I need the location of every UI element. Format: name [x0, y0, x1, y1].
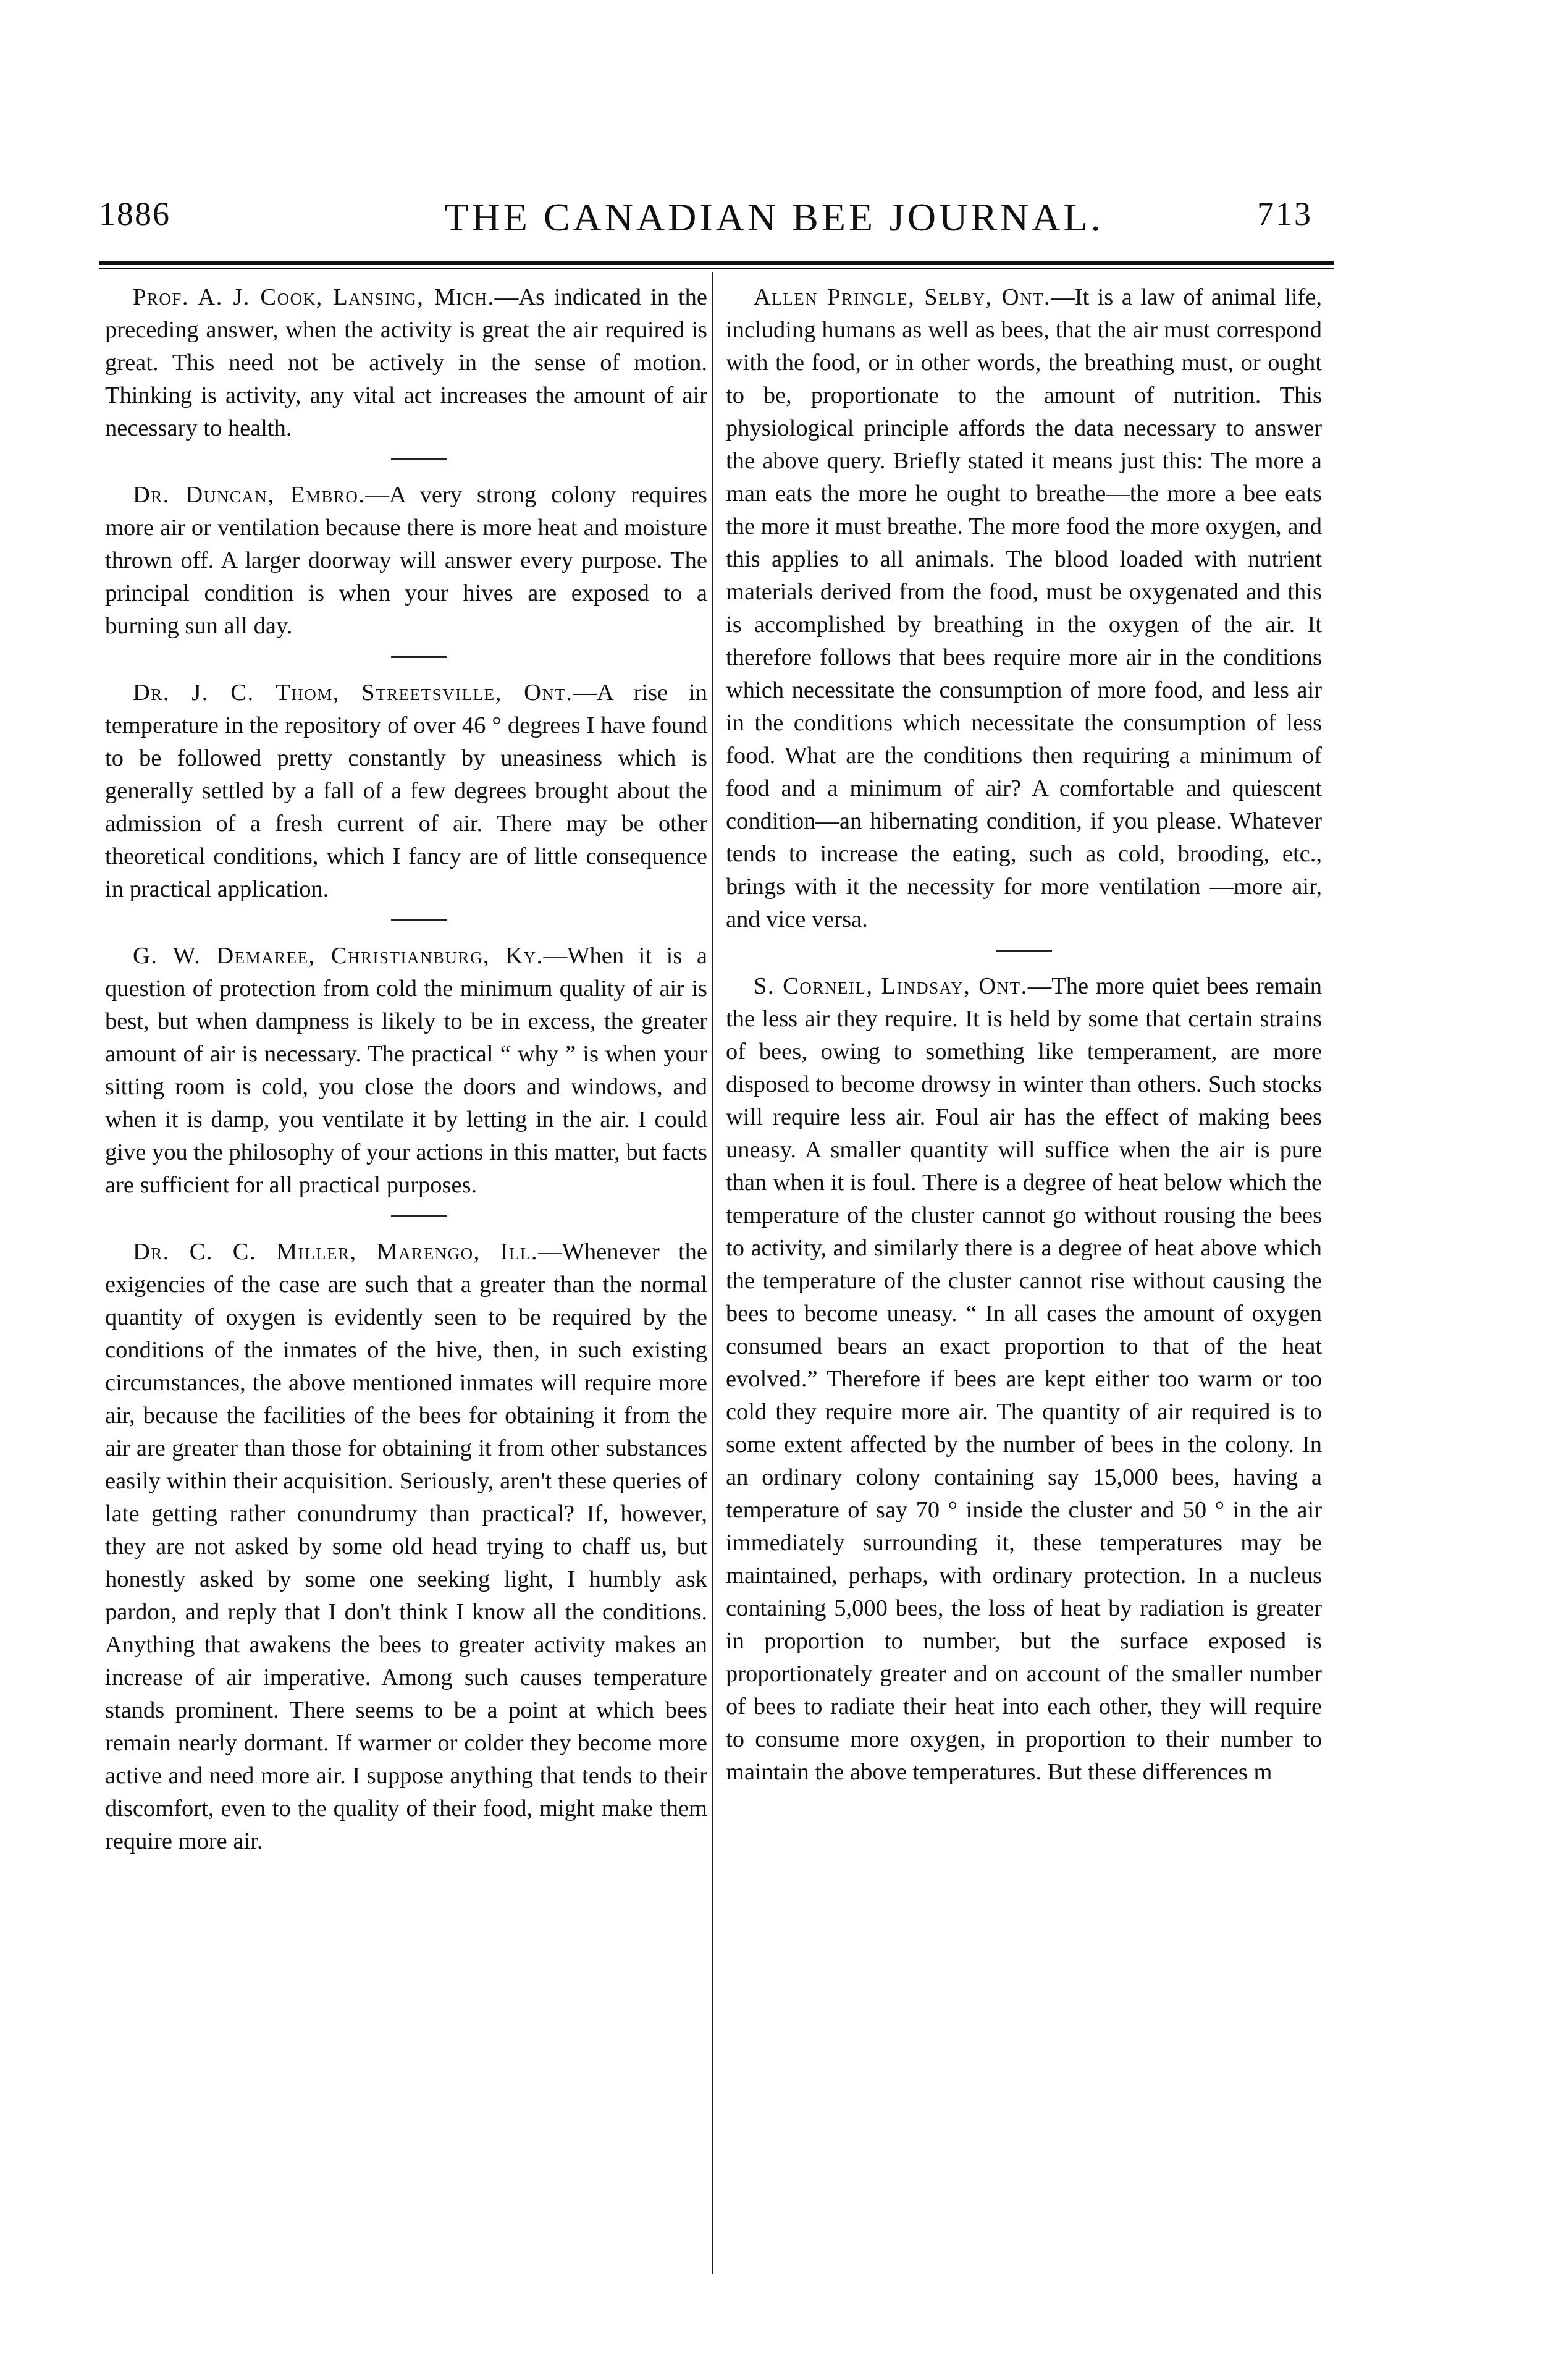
journal-title: THE CANADIAN BEE JOURNAL.	[444, 195, 1104, 239]
reply-signature: Dr. J. C. Thom, Streetsville, Ont.	[133, 680, 573, 706]
reply-pringle	[726, 281, 1322, 936]
reply-text: —The more quiet bees remain the less air they require. It is held by some that certain strains of bees, owing to something like temperament, are more disposed to become drowsy in winter than others. Such stocks will require less air. Foul air has the effect of making bees uneasy. A smaller quantity will suffice when the air is pure than when it is foul. There is a degree of heat below which the temperature of the cluster cannot go without rousing the bees to activity, and similarly there is a degree of heat above which the temperature of the cluster cannot rise without causing the bees to become uneasy. “ In all cases the amount of oxygen consumed bears an exact proportion to that of the heat evolved.” Therefore if bees are kept either too warm or too cold they require more air. The quantity of air required is to some extent affected by the number of bees in the colony. In an ordinary colony containing say 15,000 bees, having a temperature of say 70 ° inside the cluster and 50 ° in the air immediately surrounding it, these temperatures may be maintained, perhaps, with ordinary protection. In a nucleus containing 5,000 bees, the loss of heat by radiation is greater in proportion to number, but the surface exposed is proportionately greater and on account of the smaller number of bees to radiate their heat into each other, they will require to consume more oxygen, in proportion to their number to maintain the above temperatures. But these differences m	[726, 973, 1322, 1785]
header-year: 1886	[99, 195, 170, 232]
reply-miller	[105, 1236, 707, 1858]
reply-text: —It is a law of animal life, including humans as well as bees, that the air must correspond with the food, or in other words, the breathing must, or ought to be, proportionate to the amount of nutrition. This physiological principle affords the data necessary to answer the above query. Briefly stated it means just this: The more a man eats the more he ought to breathe—the more a bee eats the more it must breathe. The more food the more oxygen, and this applies to all animals. The blood loaded with nutrient materials derived from the food, must be oxygenated and this is accomplished by breathing in the oxygen of the air. It therefore follows that bees require more air in the conditions which necessitate the consumption of more food, and less air in the conditions which necessitate the consumption of less food. What are the conditions then requiring a minimum of food and a minimum of air? A comfortable and quiescent condition—an hibernating condition, if you please. Whatever tends to increase the eating, such as cold, brooding, etc., brings with it the necessity for more ventilation —more air, and vice versa.	[726, 284, 1323, 932]
reply-signature: Allen Pringle, Selby, Ont.	[754, 284, 1051, 310]
header-rule-thin	[99, 268, 1334, 269]
reply-signature: Prof. A. J. Cook, Lansing, Mich.	[133, 284, 495, 310]
reply-text: —A very strong colony requires more air or ventilation because there is more heat and moisture thrown off. A larger doorway will answer every purpose. The principal condition is when your hives are exposed to a burning sun all day.	[105, 482, 707, 639]
page-number: 713	[1257, 195, 1313, 232]
separator-rule	[391, 919, 447, 921]
separator-rule	[391, 1215, 447, 1217]
reply-signature: G. W. Demaree, Christianburg, Ky.	[133, 943, 544, 969]
reply-text: —As indicated in the preceding answer, when the activity is great the air required is great. This need not be actively in the sense of motion. Thinking is activity, any vital act increases the amount of air necessary to health.	[105, 284, 708, 441]
reply-demaree	[105, 940, 707, 1202]
reply-cook	[105, 281, 707, 445]
header-rule	[99, 261, 1334, 265]
reply-signature: Dr. C. C. Miller, Marengo, Ill.	[133, 1239, 539, 1265]
reply-thom	[105, 677, 707, 906]
reply-text: —When it is a question of protection from cold the minimum quality of air is best, but when dampness is likely to be in excess, the greater amount of air is necessary. The practical “ why ” is when your sitting room is cold, you close the doors and windows, and when it is damp, you ventilate it by letting in the air. I could give you the philosophy of your actions in this matter, but facts are sufficient for all practical purposes.	[105, 943, 707, 1198]
separator-rule	[391, 458, 447, 460]
reply-text: —A rise in temperature in the repository of over 46 ° degrees I have found to be followed pretty constantly by uneasiness which is generally settled by a fall of a few degrees brought about the admission of a fresh current of air. There may be other theoretical conditions, which I fancy are of little consequence in practical application.	[105, 680, 707, 902]
reply-signature: Dr. Duncan, Embro.	[133, 482, 366, 508]
reply-corneil	[726, 970, 1322, 1789]
reply-duncan	[105, 479, 707, 643]
separator-rule	[996, 950, 1052, 952]
right-column	[726, 281, 1322, 1789]
left-column	[105, 281, 707, 1858]
reply-text: —Whenever the exigencies of the case are such that a greater than the normal quantity of oxygen is evidently seen to be required by the conditions of the inmates of the hive, then, in such existing circumstances, the above mentioned inmates will require more air, because the facilities of the bees for obtaining it from the air are greater than those for obtaining it from other substances easily within their acquisition. Seriously, aren't these queries of late getting rather conundrumy than practical? If, however, they are not asked by some old head trying to chaff us, but honestly asked by some one seeking light, I humbly ask pardon, and reply that I don't think I know all the conditions. Anything that awakens the bees to greater activity makes an increase of air imperative. Among such causes temperature stands prominent. There seems to be a point at which bees remain nearly dormant. If warmer or colder they become more active and need more air. I suppose anything that tends to their discomfort, even to the quality of their food, might make them require more air.	[105, 1239, 707, 1854]
running-header	[0, 195, 1548, 256]
separator-rule	[391, 656, 447, 658]
reply-signature: S. Corneil, Lindsay, Ont.	[754, 973, 1028, 999]
column-divider	[712, 272, 713, 2274]
